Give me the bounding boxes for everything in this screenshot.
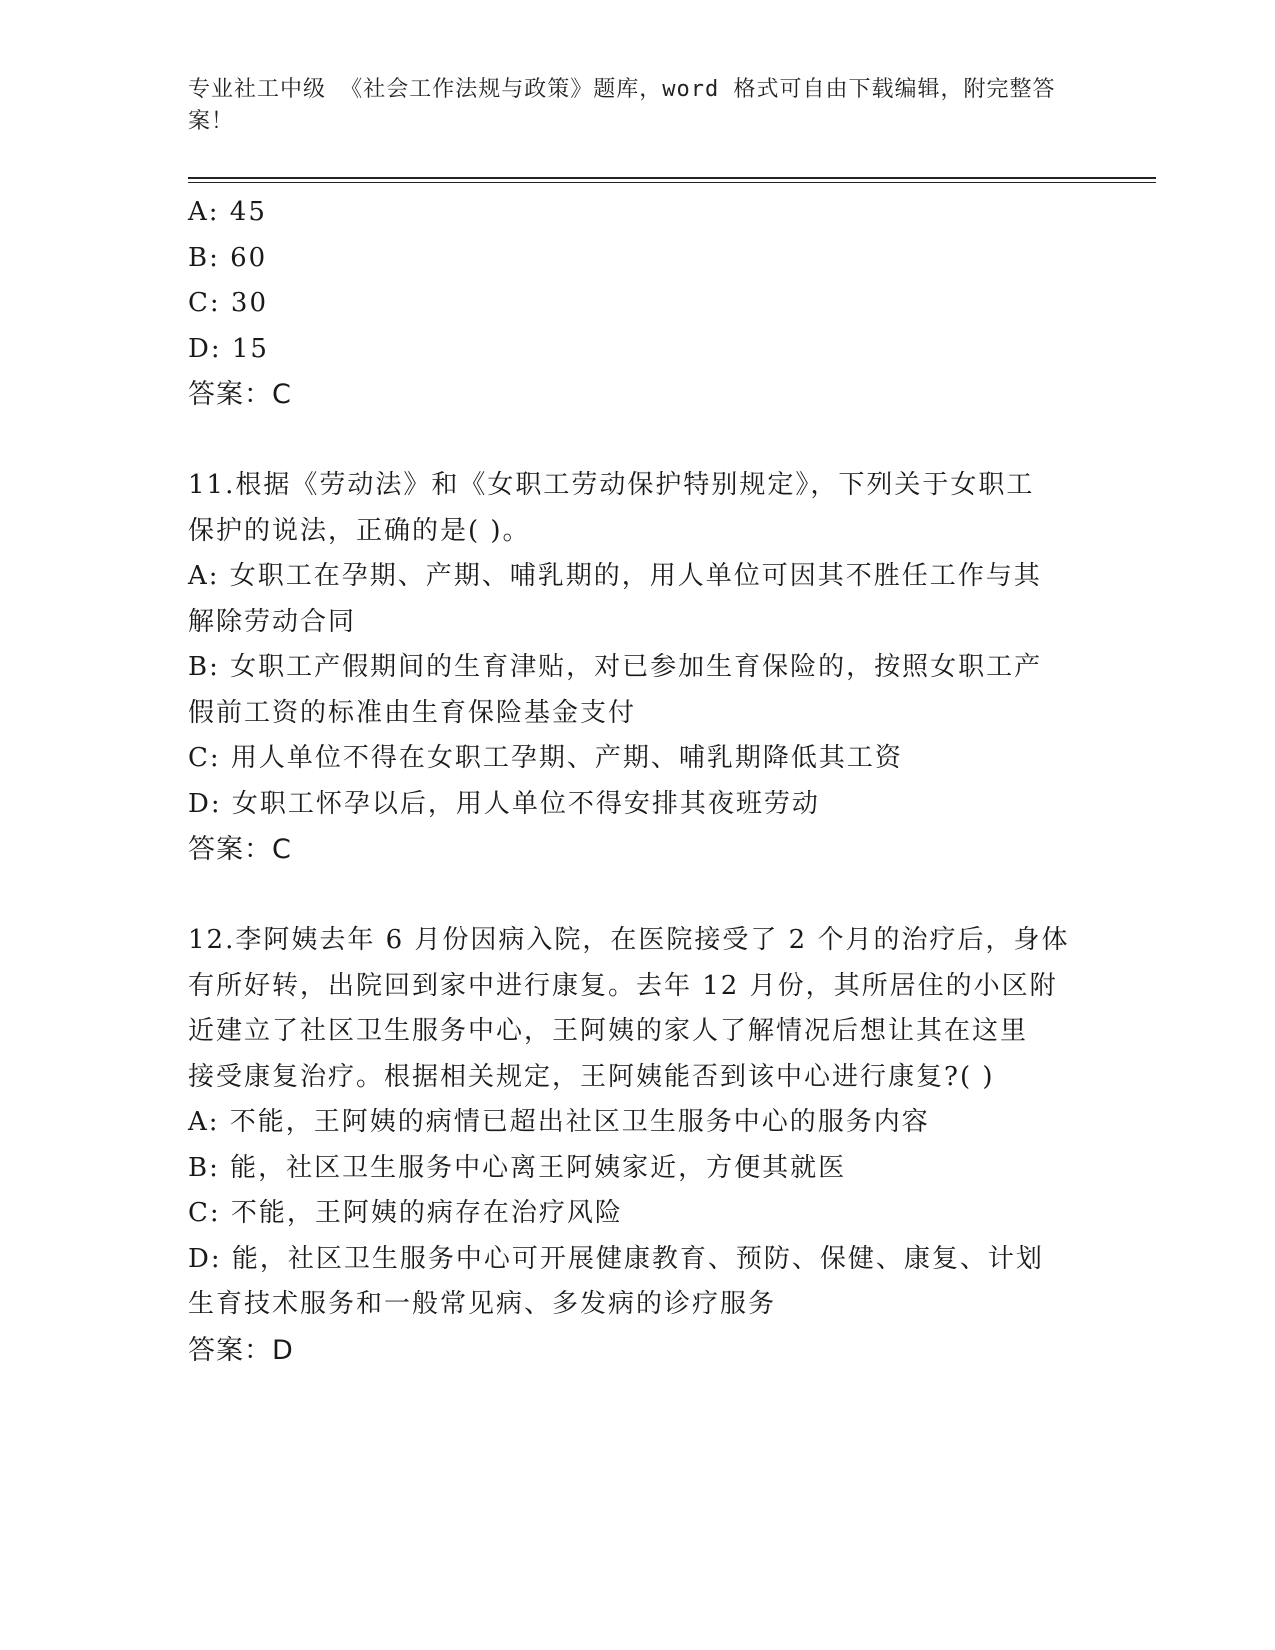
option-c: C: 用人单位不得在女职工孕期、产期、哺乳期降低其工资 <box>188 743 903 773</box>
answer: 答案：C <box>188 379 292 410</box>
question-10 <box>188 190 1088 418</box>
option-b: B: 女职工产假期间的生育津贴，对已参加生育保险的，按照女职工产 <box>188 652 1043 682</box>
question-stem-line: 11.根据《劳动法》和《女职工劳动保护特别规定》，下列关于女职工 <box>188 470 1035 500</box>
question-stem-line: 近建立了社区卫生服务中心，王阿姨的家人了解情况后想让其在这里 <box>188 1016 1029 1046</box>
option-a-cont: 解除劳动合同 <box>188 606 357 637</box>
option-c: C: 不能，王阿姨的病存在治疗风险 <box>188 1198 623 1228</box>
option-a: A: 女职工在孕期、产期、哺乳期的，用人单位可因其不胜任工作与其 <box>188 561 1042 591</box>
option-d: D: 能，社区卫生服务中心可开展健康教育、预防、保健、康复、计划 <box>188 1243 1044 1274</box>
header-text: 专业社工中级 《社会工作法规与政策》题库，word 格式可自由下载编辑，附完整答案！ <box>188 77 1056 134</box>
question-stem-line: 保护的说法，正确的是( )。 <box>188 515 531 546</box>
question-11 <box>188 463 1088 873</box>
option-d-cont: 生育技术服务和一般常见病、多发病的诊疗服务 <box>188 1289 777 1319</box>
option-d: D: 15 <box>188 333 269 364</box>
document-header <box>188 74 1088 138</box>
question-content <box>188 190 1088 1373</box>
option-c: C: 30 <box>188 288 269 318</box>
question-stem-line: 接受康复治疗。根据相关规定，王阿姨能否到该中心进行康复?( ) <box>188 1061 995 1092</box>
answer: 答案：C <box>188 834 292 865</box>
header-rule-thin <box>188 182 1156 183</box>
header-rule-thick <box>188 177 1156 179</box>
option-b-cont: 假前工资的标准由生育保险基金支付 <box>188 697 637 728</box>
question-12 <box>188 918 1088 1373</box>
option-b: B: 60 <box>188 242 268 273</box>
option-a: A: 不能，王阿姨的病情已超出社区卫生服务中心的服务内容 <box>188 1107 930 1137</box>
option-d: D: 女职工怀孕以后，用人单位不得安排其夜班劳动 <box>188 788 820 819</box>
answer: 答案：D <box>188 1334 294 1366</box>
option-b: B: 能，社区卫生服务中心离王阿姨家近，方便其就医 <box>188 1152 847 1183</box>
question-stem-line: 有所好转，出院回到家中进行康复。去年 12 月份，其所居住的小区附 <box>188 970 1058 1001</box>
option-a: A: 45 <box>188 197 267 227</box>
question-stem-line: 12.李阿姨去年 6 月份因病入院，在医院接受了 2 个月的治疗后，身体 <box>188 925 1070 955</box>
